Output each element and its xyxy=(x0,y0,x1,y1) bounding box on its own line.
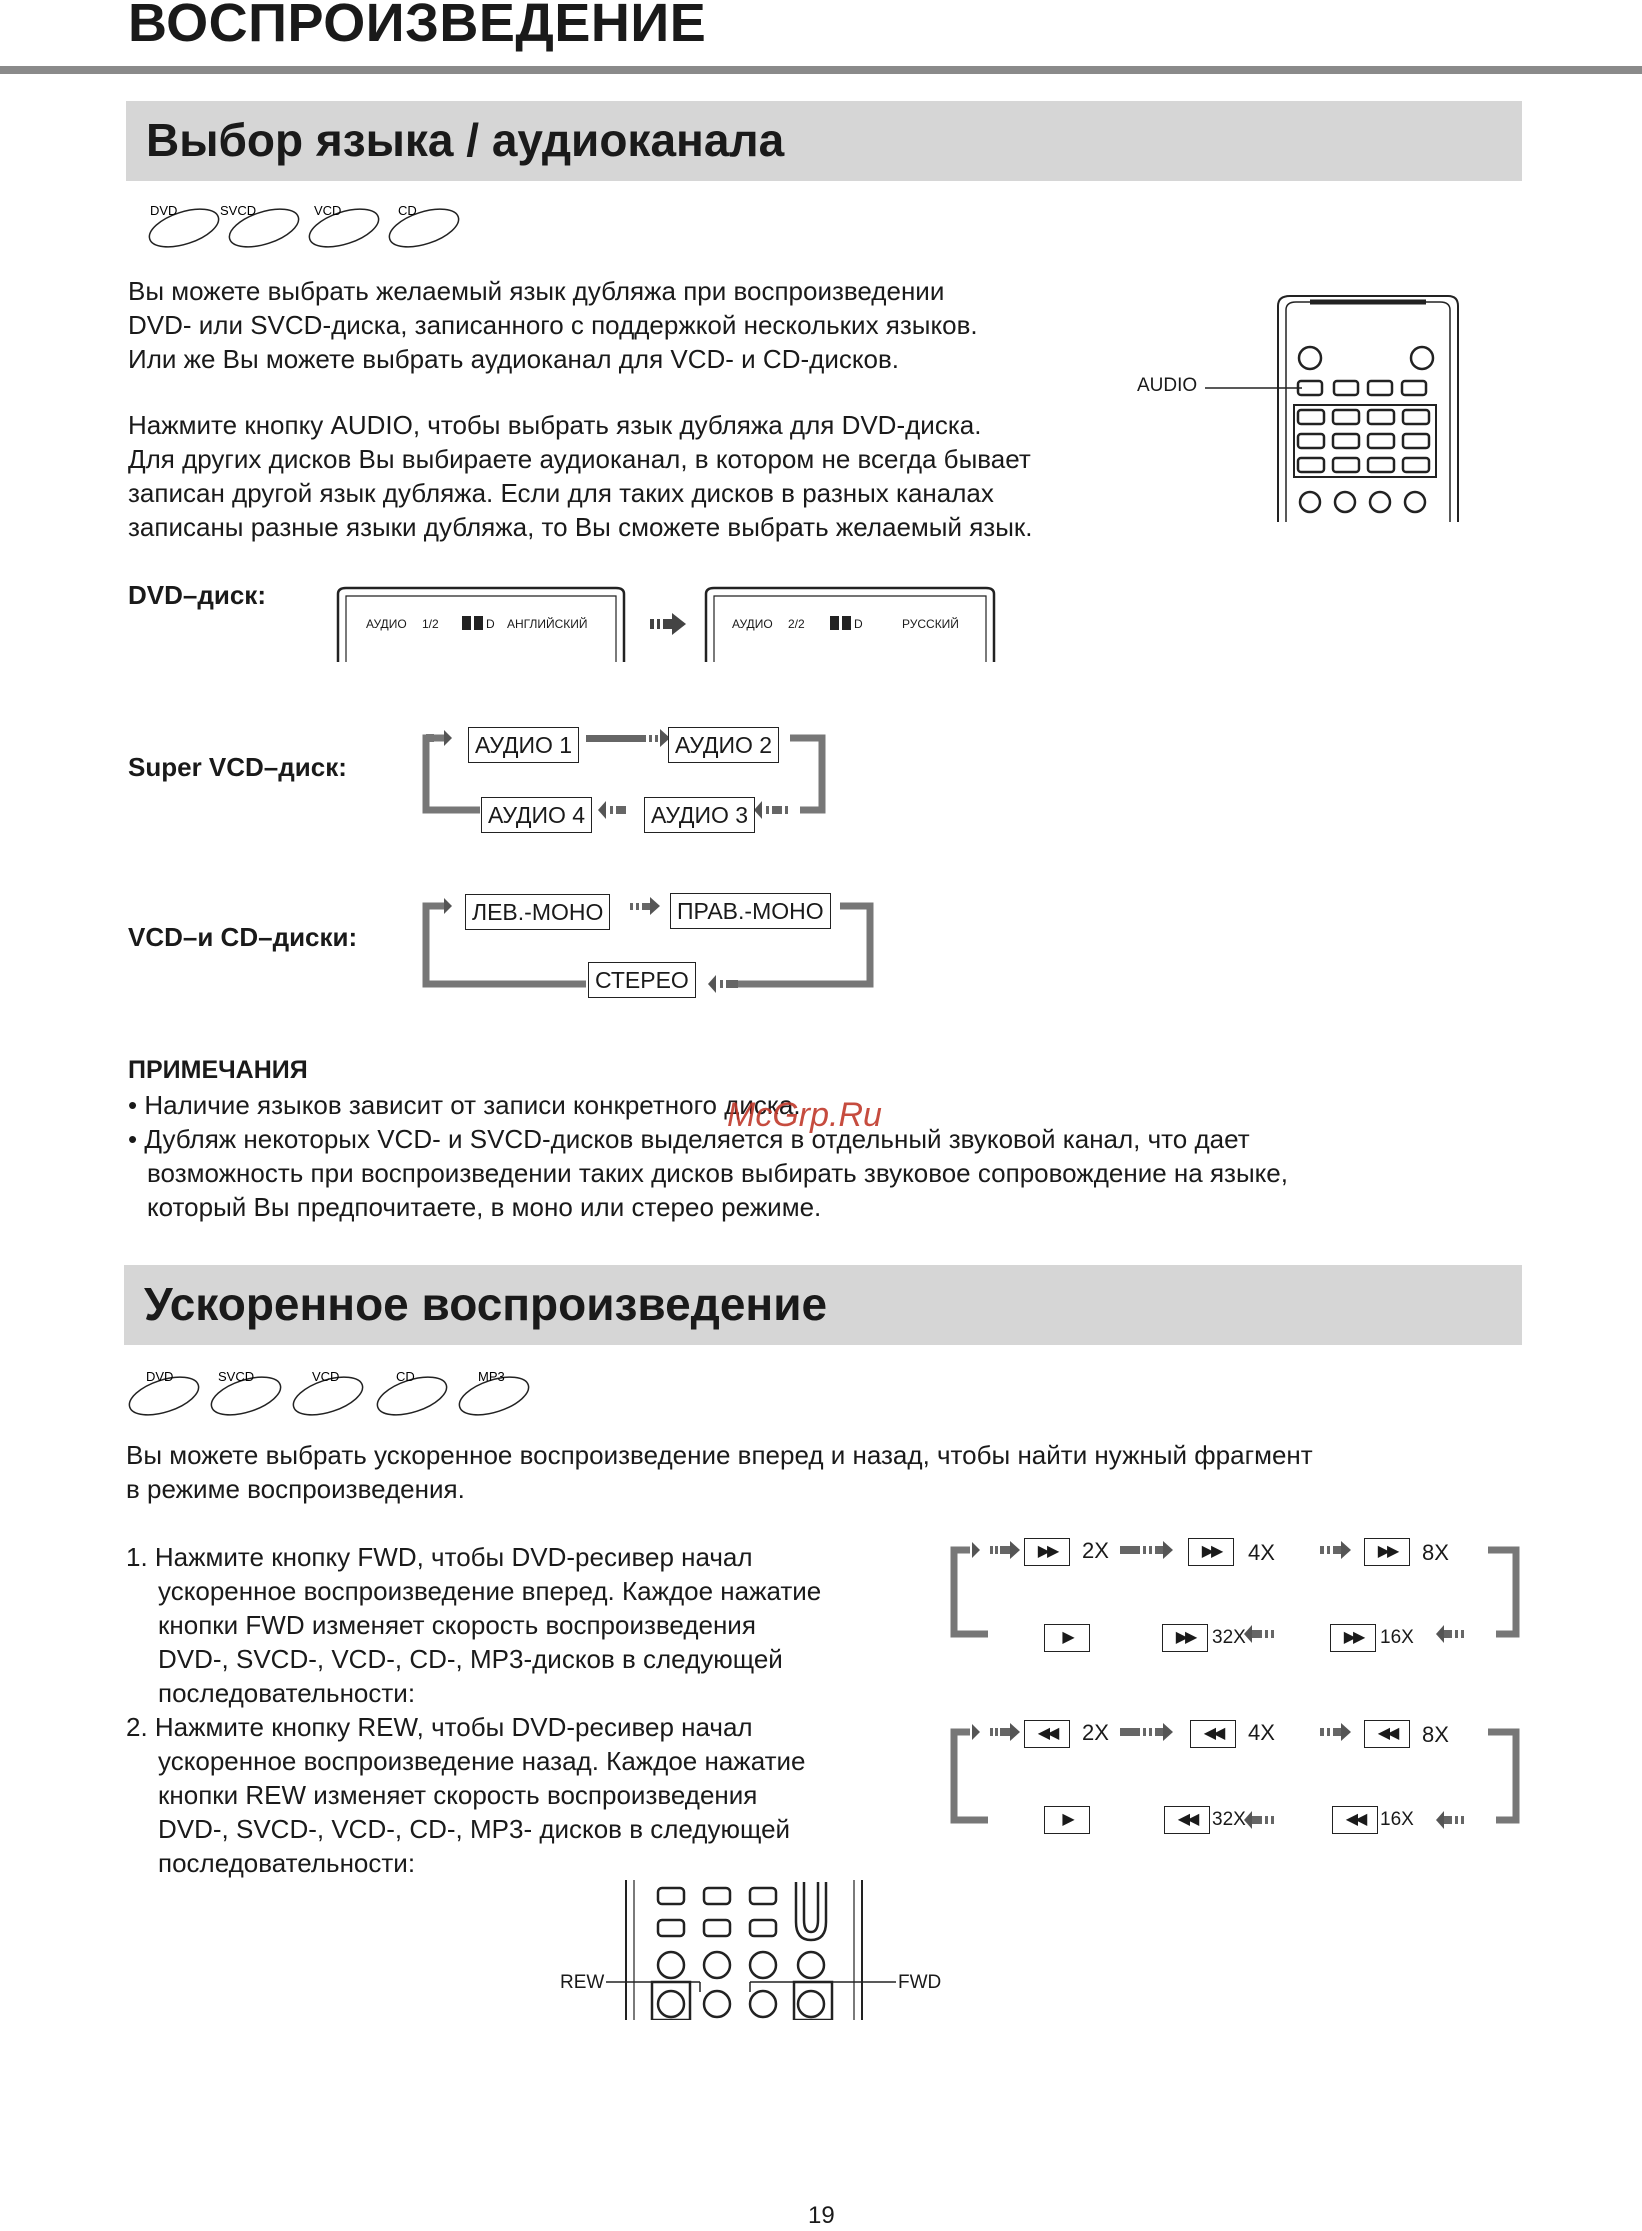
remote-fwd-label: FWD xyxy=(898,1972,942,1993)
dvd-screen-2-language: РУССКИЙ xyxy=(902,617,959,631)
text-line: записаны разные языки дубляжа, то Вы сможете выбрать желаемый язык. xyxy=(128,512,1033,542)
svg-text:VCD: VCD xyxy=(312,1369,340,1384)
dolby-icon xyxy=(830,616,852,630)
fwd-speed-32x: 32X xyxy=(1212,1627,1246,1648)
rewind-icon: ◀◀ xyxy=(1164,1806,1210,1834)
fwd-speed-4x: 4X xyxy=(1248,1540,1275,1565)
fast-forward-icon: ▶▶ xyxy=(1024,1538,1070,1566)
arrow-icon xyxy=(650,610,690,638)
vcd-label: VCD–и CD–диски: xyxy=(128,922,358,952)
section2-steps xyxy=(126,1540,821,1880)
text-line: Или же Вы можете выбрать аудиоканал для VCD- и CD-дисков. xyxy=(128,344,899,374)
dvd-label: DVD–диск: xyxy=(128,580,266,610)
dvd-screen-2-track: 2/2 xyxy=(788,617,805,631)
rew-speed-2x: 2X xyxy=(1082,1720,1109,1745)
vcd-stereo: СТЕРЕО xyxy=(588,962,696,998)
dvd-screen-2-audio: АУДИО xyxy=(732,617,773,631)
text-line: Вы можете выбрать желаемый язык дубляжа при воспроизведении xyxy=(128,276,945,306)
svg-text:DVD: DVD xyxy=(146,1369,174,1384)
fast-forward-icon: ▶▶ xyxy=(1162,1624,1208,1652)
rew-speed-8x: 8X xyxy=(1422,1722,1449,1747)
svcd-audio-2: АУДИО 2 xyxy=(668,727,779,763)
rew-speed-16x: 16X xyxy=(1380,1809,1414,1830)
svg-text:SVCD: SVCD xyxy=(218,1369,255,1384)
notes-title: ПРИМЕЧАНИЯ xyxy=(128,1056,308,1084)
section1-heading-band xyxy=(126,101,1522,181)
rew-speed-32x: 32X xyxy=(1212,1809,1246,1830)
step-line: последовательности: xyxy=(158,1678,416,1708)
rewind-icon: ◀◀ xyxy=(1024,1720,1070,1748)
fast-forward-icon: ▶▶ xyxy=(1330,1624,1376,1652)
note-line: • Дубляж некоторых VCD- и SVCD-дисков выделяется в отдельный звуковой канал, что дает xyxy=(128,1124,1250,1154)
svg-text:MP3: MP3 xyxy=(478,1369,505,1384)
text-line: Вы можете выбрать ускоренное воспроизведение вперед и назад, чтобы найти нужный фрагмент xyxy=(126,1440,1313,1470)
dvd-screen-1-audio: АУДИО xyxy=(366,617,407,631)
step-line: последовательности: xyxy=(158,1848,416,1878)
dvd-screen-1-track: 1/2 xyxy=(422,617,439,631)
rew-speed-4x: 4X xyxy=(1248,1720,1275,1745)
disc-icon-vcd xyxy=(305,202,383,252)
remote-illustration-audio xyxy=(1200,292,1470,522)
dvd-screen-1-language: АНГЛИЙСКИЙ xyxy=(507,617,588,631)
svg-text:CD: CD xyxy=(396,1369,415,1384)
disc-icon-vcd xyxy=(289,1369,367,1420)
remote-rew-label: REW xyxy=(560,1972,605,1993)
svcd-audio-1: АУДИО 1 xyxy=(468,727,579,763)
remote-illustration-rew-fwd xyxy=(600,1880,900,2020)
svcd-audio-3: АУДИО 3 xyxy=(644,797,755,833)
svcd-audio-4: АУДИО 4 xyxy=(481,797,592,833)
text-line: записан другой язык дубляжа. Если для таких дисков в разных каналах xyxy=(128,478,994,508)
disc-icon-svcd xyxy=(220,202,303,252)
disc-icons-row-1 xyxy=(146,198,466,252)
section2-intro xyxy=(126,1438,1313,1506)
page-number: 19 xyxy=(808,2202,835,2229)
note-line: который Вы предпочитаете, в моно или стерео режиме. xyxy=(147,1192,822,1222)
dolby-icon xyxy=(462,616,484,630)
step-line: ускоренное воспроизведение вперед. Каждое нажатие xyxy=(158,1576,822,1606)
step-line: кнопки REW изменяет скорость воспроизведения xyxy=(158,1780,758,1810)
title-rule xyxy=(0,66,1642,74)
disc-icon-cd xyxy=(373,1369,451,1420)
section2-heading-band xyxy=(124,1265,1522,1345)
section1-instructions xyxy=(128,408,1033,544)
text-line: Для других дисков Вы выбираете аудиоканал, в котором не всегда бывает xyxy=(128,444,1031,474)
rewind-icon: ◀◀ xyxy=(1364,1720,1410,1748)
fwd-speed-2x: 2X xyxy=(1082,1538,1109,1563)
remote-audio-label: AUDIO xyxy=(1137,375,1198,396)
fwd-speed-16x: 16X xyxy=(1380,1627,1414,1648)
section1-intro xyxy=(128,274,978,376)
text-line: DVD- или SVCD-диска, записанного с поддержкой нескольких языков. xyxy=(128,310,978,340)
fast-forward-icon: ▶▶ xyxy=(1188,1538,1234,1566)
step-line: кнопки FWD изменяет скорость воспроизведения xyxy=(158,1610,756,1640)
svg-text:DVD: DVD xyxy=(150,203,178,218)
step-line: 2. Нажмите кнопку REW, чтобы DVD-ресивер начал xyxy=(126,1712,753,1742)
step-line: ускоренное воспроизведение назад. Каждое нажатие xyxy=(158,1746,806,1776)
svg-text:SVCD: SVCD xyxy=(220,203,257,218)
play-icon: ▶ xyxy=(1044,1624,1090,1652)
rewind-icon: ◀◀ xyxy=(1332,1806,1378,1834)
note-line: возможность при воспроизведении таких дисков выбирать звуковое сопровождение на языке, xyxy=(147,1158,1288,1188)
rewind-icon: ◀◀ xyxy=(1190,1720,1236,1748)
disc-icon-dvd xyxy=(146,202,223,252)
vcd-right-mono: ПРАВ.-МОНО xyxy=(670,893,831,929)
note-line: • Наличие языков зависит от записи конкретного диска. xyxy=(128,1090,801,1120)
step-line: DVD-, SVCD-, VCD-, CD-, MP3- дисков в следующей xyxy=(158,1814,791,1844)
watermark: McGrp.Ru xyxy=(727,1096,882,1134)
vcd-left-mono: ЛЕВ.-МОНО xyxy=(465,894,610,930)
disc-icon-cd xyxy=(385,202,463,252)
step-line: DVD-, SVCD-, VCD-, CD-, MP3-дисков в следующей xyxy=(158,1644,783,1674)
dvd-screen-2-dolby: D xyxy=(854,617,863,631)
section2-heading: Ускоренное воспроизведение xyxy=(144,1278,828,1330)
dvd-screen-1-dolby: D xyxy=(486,617,495,631)
svcd-label: Super VCD–диск: xyxy=(128,752,347,782)
disc-icons-row-2 xyxy=(124,1364,544,1420)
page-title: ВОСПРОИЗВЕДЕНИЕ xyxy=(128,0,707,53)
fwd-speed-8x: 8X xyxy=(1422,1540,1449,1565)
disc-icon-dvd xyxy=(125,1369,203,1420)
notes-list xyxy=(128,1088,1288,1224)
text-line: Нажмите кнопку AUDIO, чтобы выбрать язык дубляжа для DVD-диска. xyxy=(128,410,982,440)
text-line: в режиме воспроизведения. xyxy=(126,1474,465,1504)
svg-text:VCD: VCD xyxy=(314,203,342,218)
disc-icon-svcd xyxy=(207,1369,285,1420)
section1-heading: Выбор языка / аудиоканала xyxy=(146,114,785,166)
play-icon: ▶ xyxy=(1044,1806,1090,1834)
fast-forward-icon: ▶▶ xyxy=(1364,1538,1410,1566)
step-line: 1. Нажмите кнопку FWD, чтобы DVD-ресивер начал xyxy=(126,1542,753,1572)
svg-text:CD: CD xyxy=(398,203,417,218)
disc-icon-mp3 xyxy=(455,1369,533,1420)
